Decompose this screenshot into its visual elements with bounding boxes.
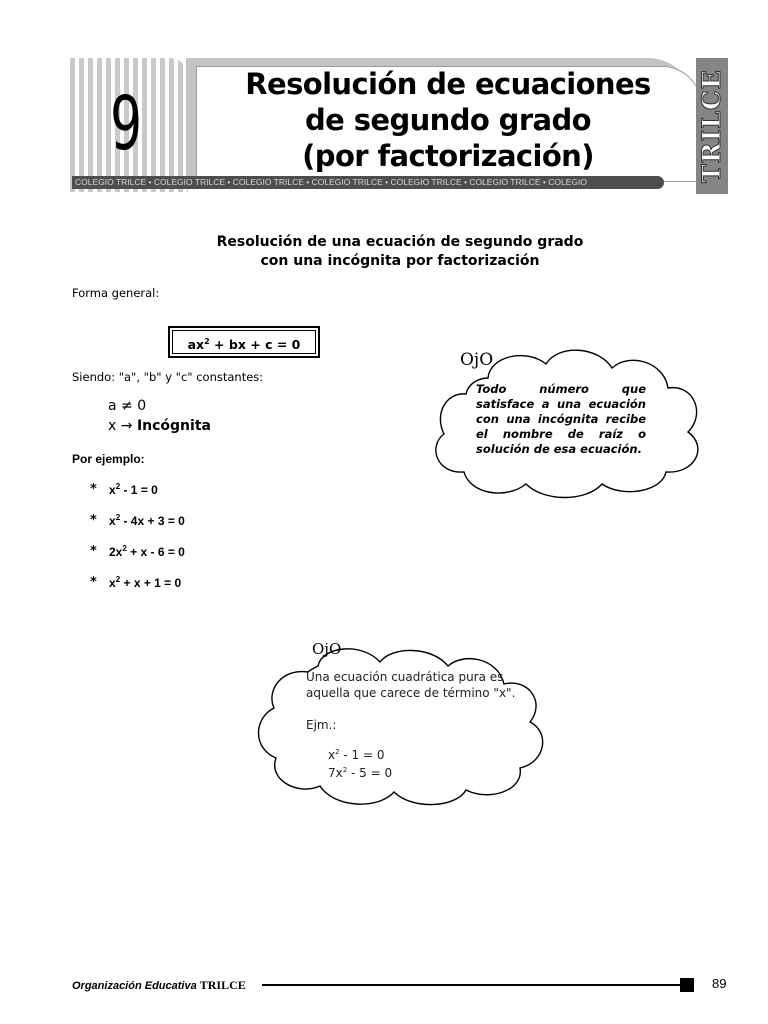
condition-a-nonzero: a ≠ 0 [108,398,147,414]
chapter-title-line-2: de segundo grado [305,103,591,137]
general-formula: $ax^2$ + bx + c = 0 [172,330,316,354]
bullet: * [90,544,97,559]
por-ejemplo-label: Por ejemplo: [72,452,145,466]
footer-square-mark [680,978,694,992]
footer-rule [262,984,682,986]
cloud-note-2-shape [252,634,552,810]
chapter-number: 9 [109,81,143,167]
section-title-line-1: Resolución de una ecuación de segundo grado [216,234,584,250]
example-equation-3: $2x^2 + x - 6 = 0$ [109,544,185,559]
example-equation-2: $x^2 - 4x + 3 = 0$ [109,513,185,528]
general-formula-box [168,326,320,358]
bullet: * [90,482,97,497]
note-2-example-1: $x^2 - 1 = 0$ [328,748,385,762]
chapter-header [0,0,768,200]
note-2-example-2: $7x^2 - 5 = 0$ [328,766,393,780]
chapter-title-line-3: (por factorización) [302,139,594,173]
section-title-line-2: con una incógnita por factorización [260,253,540,269]
example-equation-1: $x^2 - 1 = 0$ [109,482,158,497]
example-equation-4: $x^2 + x + 1 = 0$ [109,575,182,590]
note-1-text: Todo número que satisface a una ecuación con una incógnita recibe el nombre de raíz o solución de esa ecuación. [476,382,646,456]
note-2-line-2: aquella que carece de término "x". [306,686,516,700]
chapter-title-line-1: Resolución de ecuaciones [245,67,651,101]
brand-vertical-text: TRILCE [697,69,726,183]
page-number: 89 [712,976,727,991]
footer-organization: Organización Educativa TRILCE [72,978,246,992]
footer-brand: TRILCE [199,978,246,992]
note-2-line-1: Una ecuación cuadrática pura es [306,670,504,684]
note-2-ejm: Ejm.: [306,718,337,732]
forma-general-label: Forma general: [72,286,160,300]
bullet: * [90,575,97,590]
note-1-title: OjO [460,350,494,370]
note-2-title: OjO [312,640,342,658]
condition-x-unknown: x → Incógnita [108,418,211,434]
siendo-text: Siendo: "a", "b" y "c" constantes: [72,370,264,384]
bullet: * [90,513,97,528]
school-ribbon: COLEGIO TRILCE • COLEGIO TRILCE • COLEGIO TRILCE • COLEGIO TRILCE • COLEGIO TRILCE • COLEGIO TRILCE • COLEGIO [72,176,664,189]
